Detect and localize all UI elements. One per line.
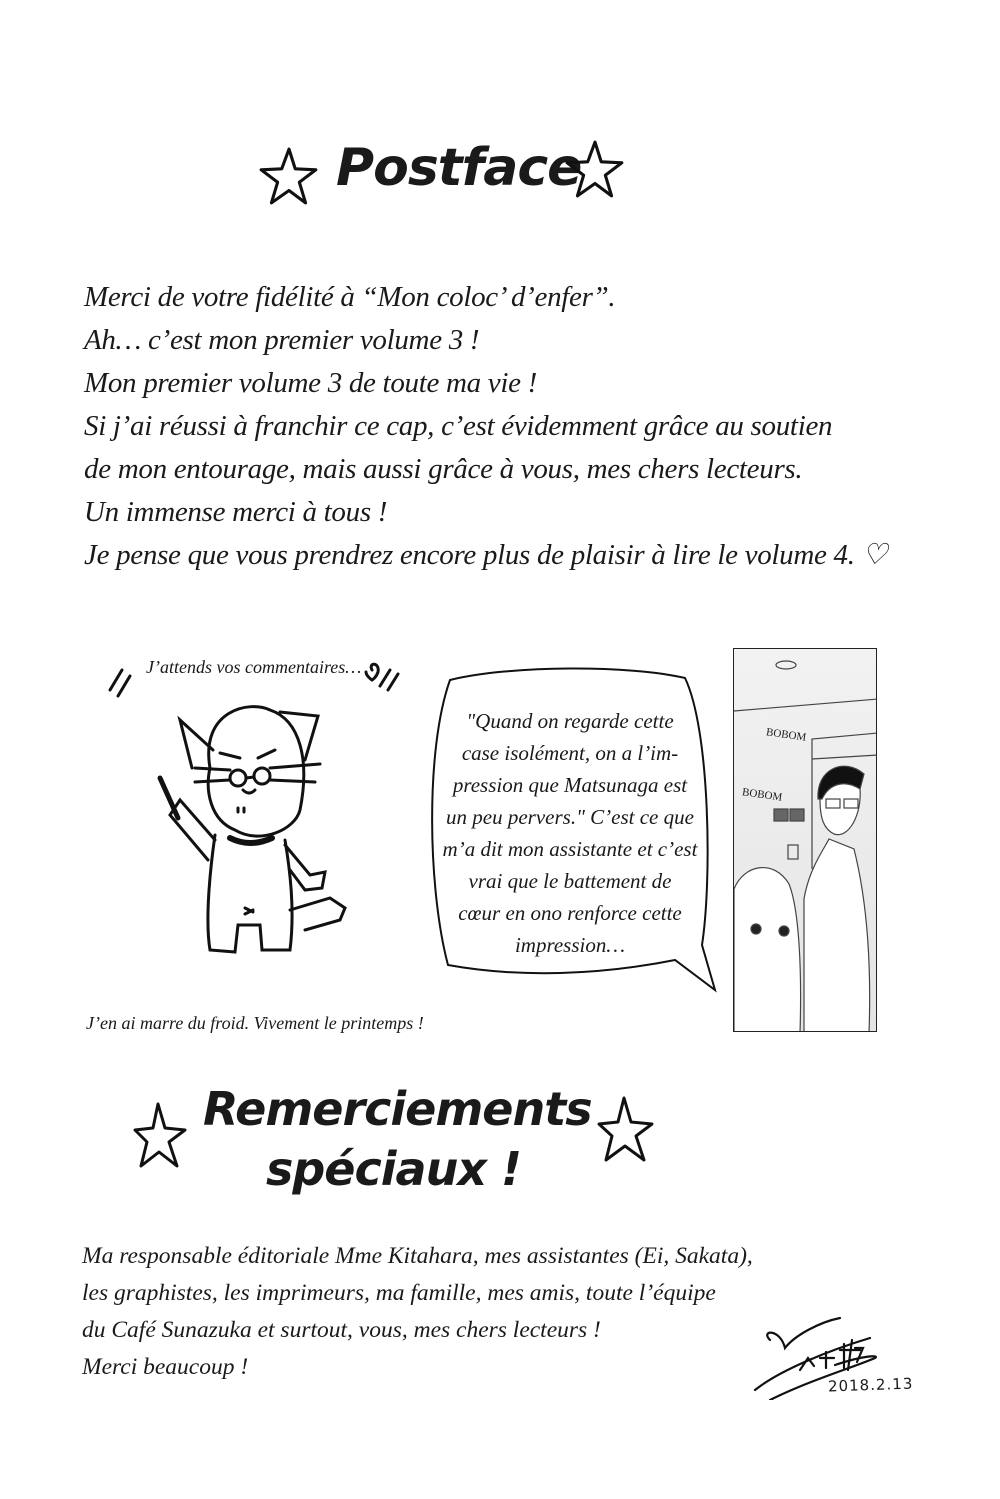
bubble-line: pression que Matsunaga est [452, 773, 688, 797]
cat-caption-bottom: J’en ai marre du froid. Vivement le printemps ! [86, 1013, 424, 1033]
bubble-line: m’a dit mon assistante et c’est [442, 837, 698, 861]
star-icon [133, 1100, 189, 1172]
cat-illustration [100, 650, 430, 980]
panel-sfx: BOBOM [765, 726, 807, 744]
thanks-body [82, 1238, 753, 1386]
postface-line: Un immense merci à tous ! [84, 496, 388, 528]
bubble-line: vrai que le battement de [468, 869, 672, 893]
postface-line: Si j’ai réussi à franchir ce cap, c’est évidemment grâce au soutien [84, 410, 833, 442]
postface-line: Je pense que vous prendrez encore plus de plaisir à lire le volume 4. ♡ [84, 539, 888, 571]
thanks-line: du Café Sunazuka et surtout, vous, mes chers lecteurs ! [82, 1317, 601, 1343]
cat-caption-top: J’attends vos commentaires… [146, 657, 362, 677]
postface-title: Postface [336, 138, 582, 198]
thanks-line: les graphistes, les imprimeurs, ma famille, mes amis, toute l’équipe [82, 1280, 716, 1306]
postface-line: Mon premier volume 3 de toute ma vie ! [84, 367, 537, 399]
thanks-line: Merci beaucoup ! [82, 1354, 249, 1380]
bubble-line: case isolément, on a l’im- [461, 741, 679, 765]
bubble-line: cœur en ono renforce cette [458, 901, 682, 925]
bubble-line: un peu pervers." C’est ce que [446, 805, 694, 829]
star-icon [564, 138, 626, 200]
postface-body [84, 276, 887, 577]
thanks-title-line2: spéciaux ! [266, 1142, 521, 1196]
signature-date: 2018.2.13 [827, 1374, 914, 1396]
panel-sfx: BOBOM [741, 786, 783, 804]
star-icon [258, 145, 320, 207]
thanks-title-line1: Remerciements [203, 1082, 592, 1136]
postface-line: de mon entourage, mais aussi grâce à vous, mes chers lecteurs. [84, 453, 803, 485]
star-icon [596, 1094, 656, 1166]
bubble-line: "Quand on regarde cette [466, 709, 674, 733]
bubble-text [425, 705, 715, 961]
bubble-line: impression… [514, 933, 626, 957]
manga-panel [733, 648, 877, 1032]
postface-line: Merci de votre fidélité à “Mon coloc’ d’enfer”. [84, 281, 616, 313]
postface-line: Ah… c’est mon premier volume 3 ! [84, 324, 480, 356]
thanks-line: Ma responsable éditoriale Mme Kitahara, mes assistantes (Ei, Sakata), [82, 1243, 753, 1269]
